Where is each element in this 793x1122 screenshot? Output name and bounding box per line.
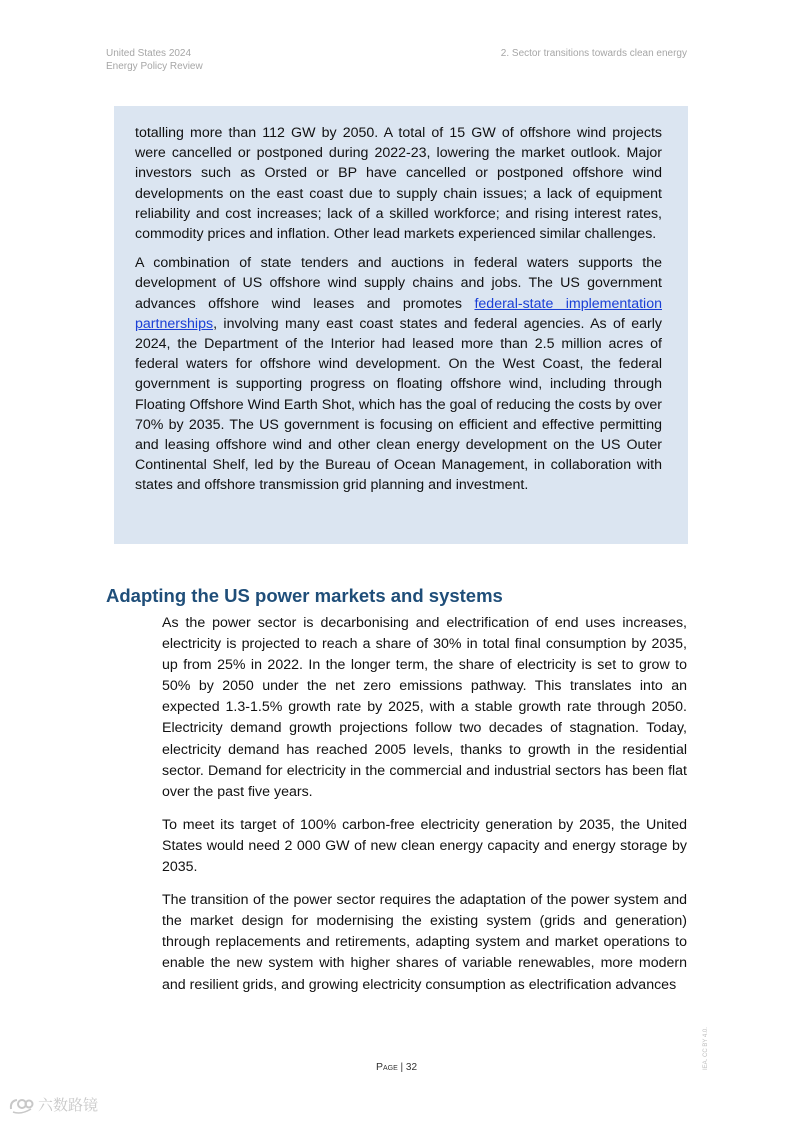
- highlight-box: [114, 106, 688, 544]
- watermark: [8, 1094, 98, 1115]
- box-paragraph-2: [135, 253, 662, 495]
- body-paragraph-2: To meet its target of 100% carbon-free electricity generation by 2035, the United States would need 2 000 GW of new clean energy capacity and energy storage by 2035.: [162, 816, 687, 876]
- running-header-left: [106, 47, 203, 73]
- page-label: Page: [375, 1061, 398, 1073]
- page-separator: |: [400, 1062, 404, 1073]
- box-paragraph-2-end: , involving many east coast states and federal agencies. As of early 2024, the Department of the Interior had leased more than 2.5 million acres of federal waters for offshore wind development. On the West Coast, the federal government is supporting progress on floating offshore wind, including through Floating Offshore Wind Earth Shot, which has the goal of reducing the costs by over 70% by 2035. The US government is focusing on efficient and effective permitting and leasing offshore wind and other clean energy development on the US Outer Continental Shelf, led by the Bureau of Ocean Management, in collaboration with states and offshore transmission grid planning and investment.: [135, 315, 662, 494]
- body-paragraph-1: As the power sector is decarbonising and electrification of end uses increases, electricity is projected to reach a share of 30% in total final consumption by 2035, up from 25% in 2022. In the longer term, the share of electricity is set to grow to 50% by 2050 under the net zero emissions pathway. This translates into an expected 1.3-1.5% growth rate by 2025, with a stable growth rate through 2050. Electricity demand growth projections follow two decades of stagnation. Today, electricity demand has reached 2005 levels, thanks to growth in the residential sector. Demand for electricity in the commercial and industrial sectors has been flat over the past five years.: [162, 615, 687, 800]
- box-paragraph-2-start: A combination of state tenders and auctions in federal waters supports the development of US offshore wind supply chains and jobs. The US government advances offshore wind leases and promotes: [135, 255, 662, 312]
- federal-state-partnerships-link[interactable]: federal-state implementation partnerships: [135, 295, 662, 332]
- highlight-box-content: [135, 123, 662, 505]
- section-body: [162, 613, 687, 1008]
- license-code: IEA. CC BY 4.0.: [703, 1027, 709, 1070]
- header-report-title: United States 2024: [106, 48, 192, 59]
- watermark-logo-icon: [8, 1095, 34, 1115]
- running-header-right: 2. Sector transitions towards clean energy: [500, 48, 687, 59]
- header-report-subtitle: Energy Policy Review: [106, 61, 203, 72]
- watermark-text: 六数路镜: [38, 1097, 99, 1114]
- box-paragraph-1: totalling more than 112 GW by 2050. A total of 15 GW of offshore wind projects were cancelled or postponed during 2022-23, lowering the market outlook. Major investors such as Orsted or BP have cancelled or postponed offshore wind developments on the east coast due to supply chain issues; a lack of equipment reliability and cost increases; lack of a skilled workforce; and rising interest rates, commodity prices and inflation. Other lead markets experienced similar challenges.: [135, 125, 662, 243]
- body-paragraph-3: The transition of the power sector requires the adaptation of the power system and the market design for modernising the existing system (grids and generation) through replacements and retirements, adapting system and market operations to enable the new system with higher shares of variable renewables, more modern and resilient grids, and growing electricity consumption as electrification advances: [162, 892, 687, 993]
- section-heading: Adapting the US power markets and systems: [106, 585, 503, 606]
- page-number: 32: [405, 1062, 418, 1073]
- page-footer: [0, 1061, 793, 1073]
